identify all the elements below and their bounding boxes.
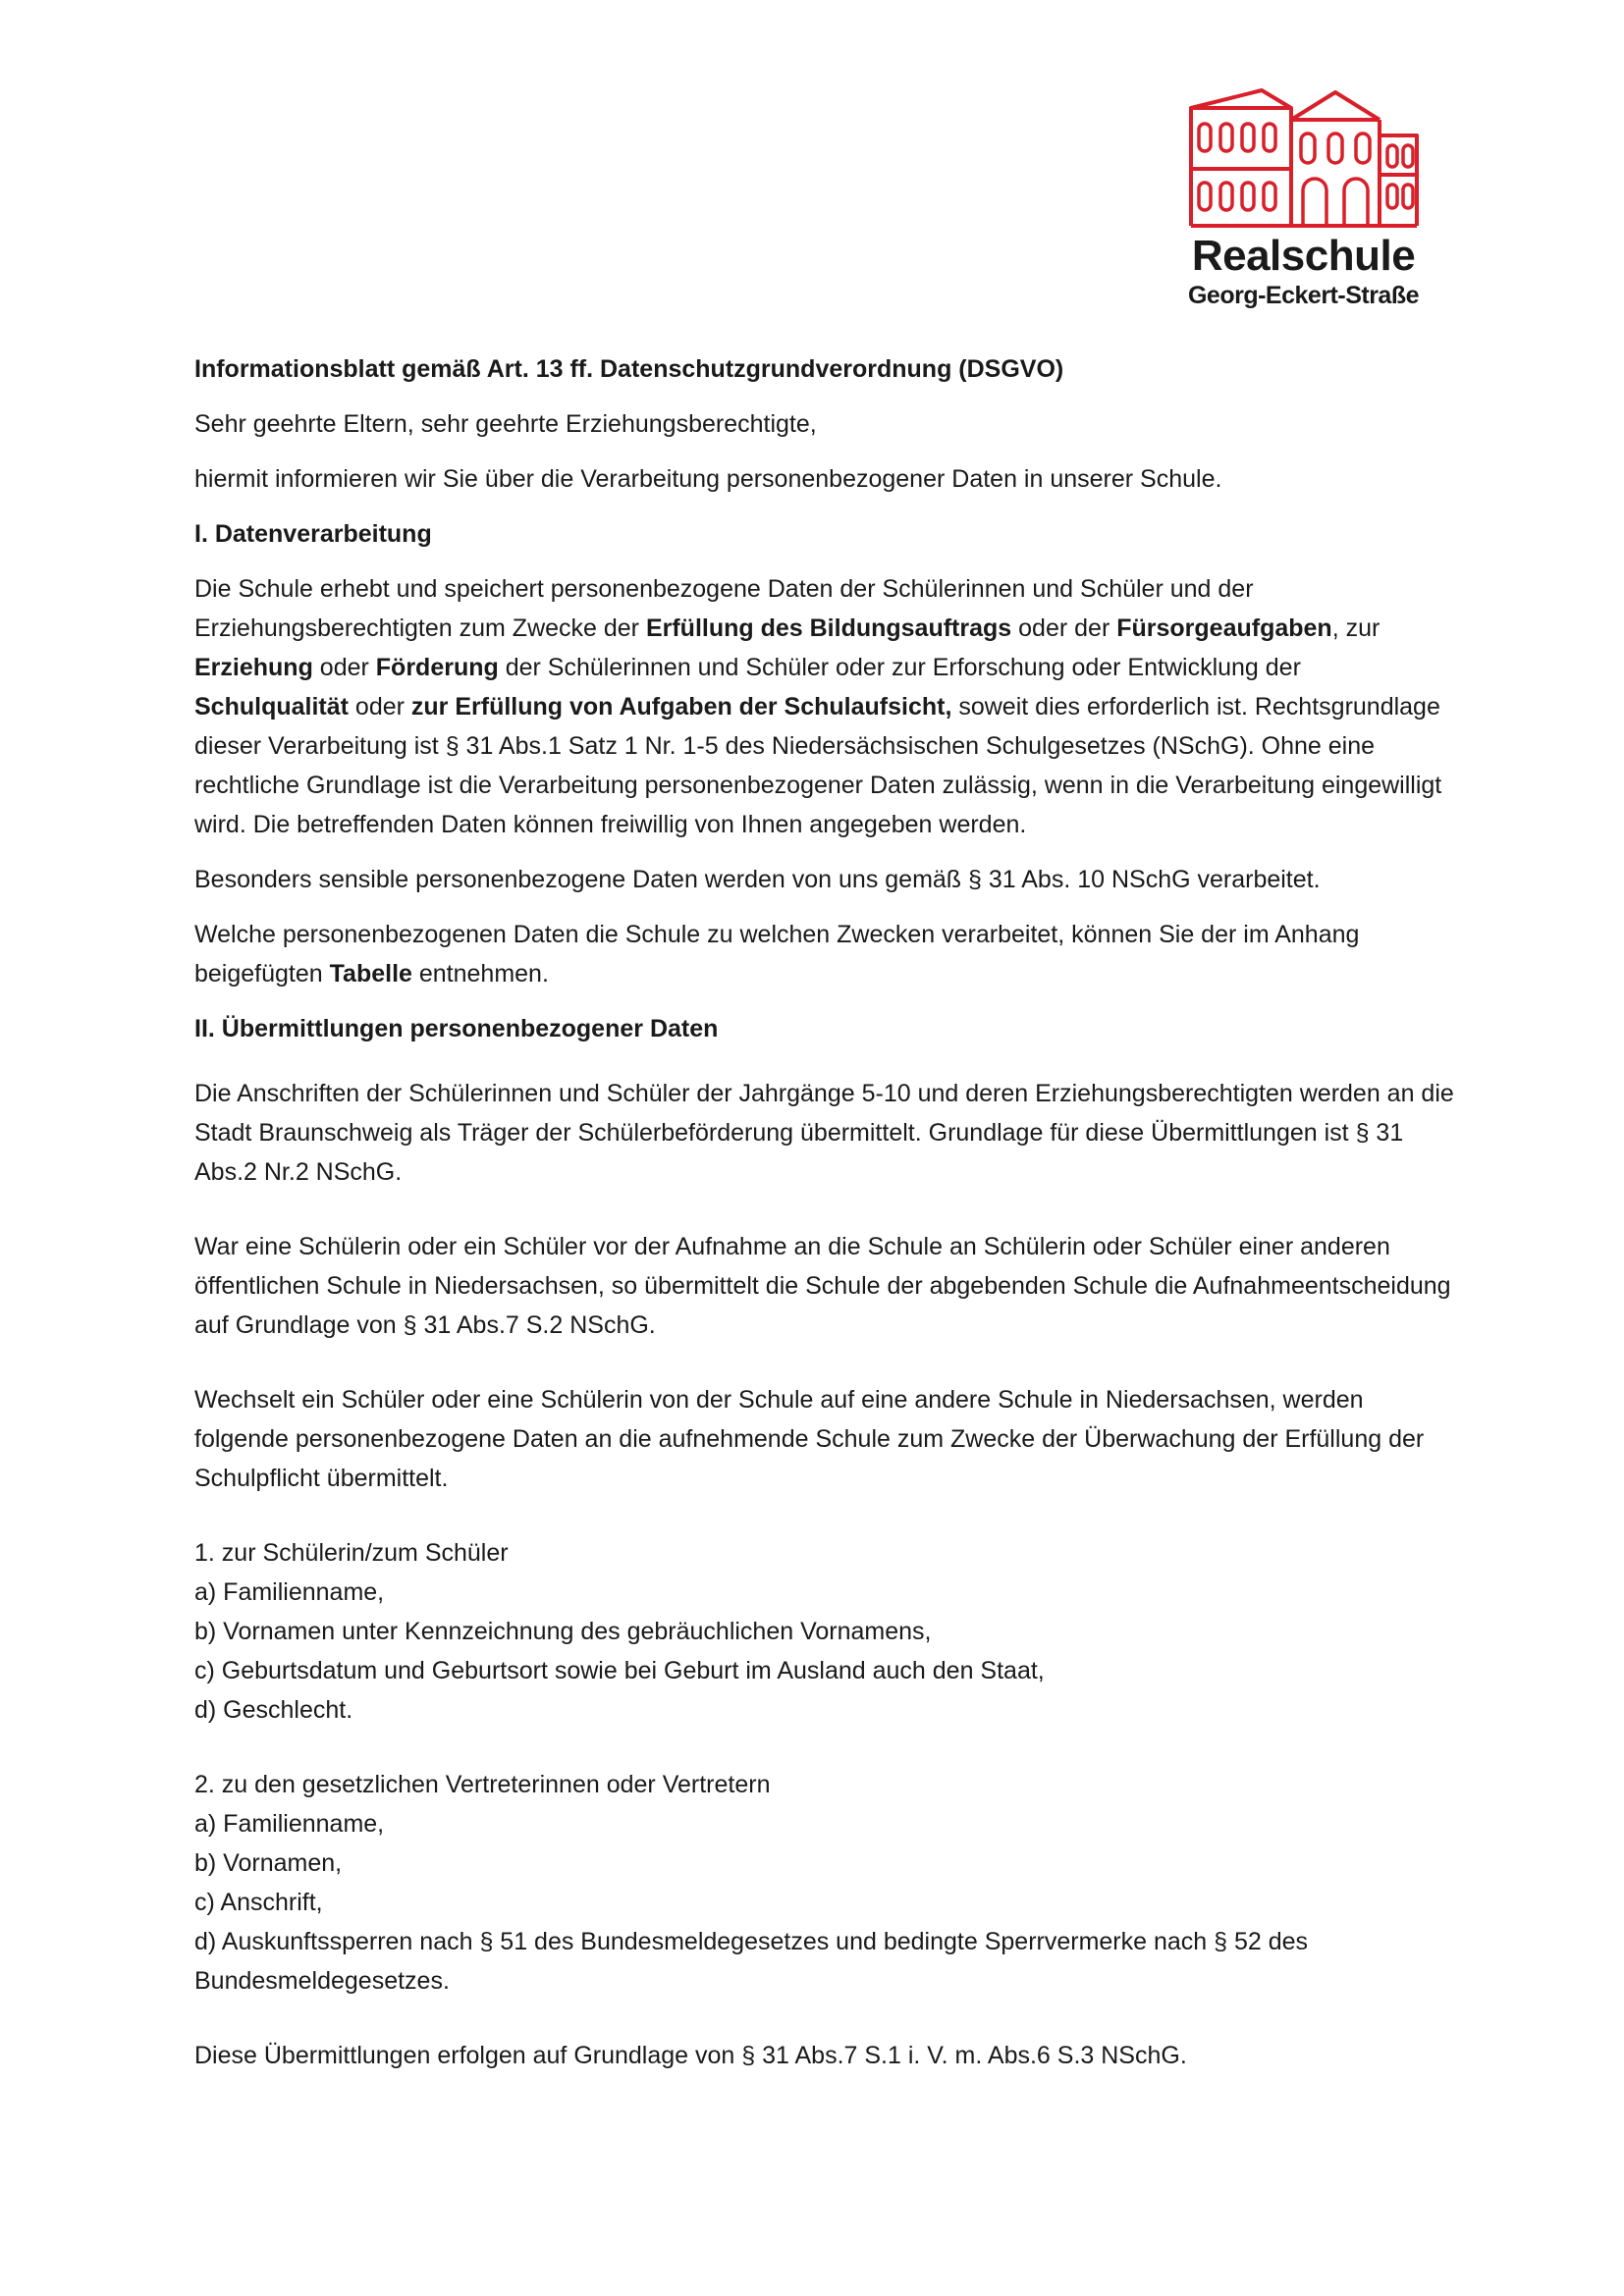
list-item: b) Vornamen unter Kennzeichnung des gebräuchlichen Vornamens, <box>194 1618 932 1645</box>
list-item: c) Anschrift, <box>194 1889 323 1916</box>
document-title: Informationsblatt gemäß Art. 13 ff. Datenschutzgrundverordnung (DSGVO) <box>194 355 1064 383</box>
logo-school-street: Georg-Eckert-Straße <box>1187 282 1420 309</box>
section-1-paragraph-3 <box>194 915 1461 993</box>
section-2-paragraph-1: Die Anschriften der Schülerinnen und Schüler der Jahrgänge 5-10 und deren Erziehungsberechtigten werden an die Stadt Braunschweig als Träger der Schülerbeförderung übermittelt. Grundlage für diese Übermittlungen ist § 31 Abs.2 Nr.2 NSchG. <box>194 1080 1454 1186</box>
list-heading: 1. zur Schülerin/zum Schüler <box>194 1539 509 1567</box>
section-1-paragraph-2: Besonders sensible personenbezogene Daten werden von uns gemäß § 31 Abs. 10 NSchG verarbeitet. <box>194 866 1321 893</box>
section-1-heading: I. Datenverarbeitung <box>194 520 432 548</box>
section-2-heading: II. Übermittlungen personenbezogener Daten <box>194 1015 719 1042</box>
student-data-list <box>194 1533 1461 1730</box>
text-run: entnehmen. <box>411 960 549 988</box>
text-run: oder <box>348 693 411 721</box>
list-item: c) Geburtsdatum und Geburtsort sowie bei Geburt im Ausland auch den Staat, <box>194 1657 1045 1684</box>
bold-run: Förderung <box>375 654 499 681</box>
section-2-paragraph-3: Wechselt ein Schüler oder eine Schülerin von der Schule auf eine andere Schule in Niedersachsen, werden folgende personenbezogene Daten an die aufnehmende Schule zum Zwecke der Überwachung der Erfüllung der Schulpflicht übermittelt. <box>194 1386 1425 1492</box>
text-run: Die Schule erhebt und speichert personenbezogene Daten der Schülerinnen und Schüler und der Erziehungsberechtigten zum Zwecke der <box>194 575 1254 642</box>
list-item: d) Geschlecht. <box>194 1696 353 1724</box>
text-run: der Schülerinnen und Schüler oder zur Erforschung oder Entwicklung der <box>498 654 1301 681</box>
text-run: oder der <box>1011 614 1117 642</box>
closing-text: Diese Übermittlungen erfolgen auf Grundlage von § 31 Abs.7 S.1 i. V. m. Abs.6 S.3 NSchG. <box>194 2042 1187 2069</box>
section-1-paragraph-1 <box>194 569 1461 844</box>
bold-run: Erziehung <box>194 654 313 681</box>
list-item: b) Vornamen, <box>194 1849 343 1877</box>
bold-run: zur Erfüllung von Aufgaben der Schulaufsicht, <box>410 693 952 721</box>
school-building-icon <box>1183 80 1424 228</box>
logo-school-name: Realschule <box>1191 232 1416 280</box>
bold-run: Erfüllung des Bildungsauftrags <box>645 614 1012 642</box>
section-2-paragraph-2: War eine Schülerin oder ein Schüler vor der Aufnahme an die Schule an Schülerin oder Schüler einer anderen öffentlichen Schule in Niedersachsen, so übermittelt die Schule der abgebenden Schule die Aufnahmeentscheidung auf Grundlage von § 31 Abs.7 S.2 NSchG. <box>194 1233 1451 1339</box>
text-run: soweit dies erforderlich ist. Rechtsgrundlage dieser Verarbeitung ist § 31 Abs.1 Satz 1 Nr. 1-5 des Niedersächsischen Schulgesetzes (NSchG). Ohne eine rechtliche Grundlage ist die Verarbeitung personenbezogener Daten zulässig, wenn in die Verarbeitung eingewilligt wird. Die betreffenden Daten können freiwillig von Ihnen angegeben werden. <box>194 693 1442 838</box>
text-run: , zur <box>1331 614 1380 642</box>
list-item: d) Auskunftssperren nach § 51 des Bundesmeldegesetzes und bedingte Sperrvermerke nach § 52 des Bundesmeldegesetzes. <box>194 1928 1309 1995</box>
bold-run: Tabelle <box>329 960 412 988</box>
salutation: Sehr geehrte Eltern, sehr geehrte Erziehungsberechtigte, <box>194 410 817 438</box>
intro-text: hiermit informieren wir Sie über die Verarbeitung personenbezogener Daten in unserer Schule. <box>194 465 1222 493</box>
text-run: oder <box>312 654 376 681</box>
bold-run: Fürsorgeaufgaben <box>1116 614 1332 642</box>
text-run: Welche personenbezogenen Daten die Schule zu welchen Zwecken verarbeitet, können Sie der im Anhang beigefügten <box>194 921 1360 988</box>
list-heading: 2. zu den gesetzlichen Vertreterinnen oder Vertretern <box>194 1771 771 1798</box>
guardian-data-list <box>194 1765 1461 2001</box>
list-item: a) Familienname, <box>194 1578 385 1606</box>
bold-run: Schulqualität <box>194 693 349 721</box>
document-body <box>194 349 1461 2075</box>
list-item: a) Familienname, <box>194 1810 385 1838</box>
